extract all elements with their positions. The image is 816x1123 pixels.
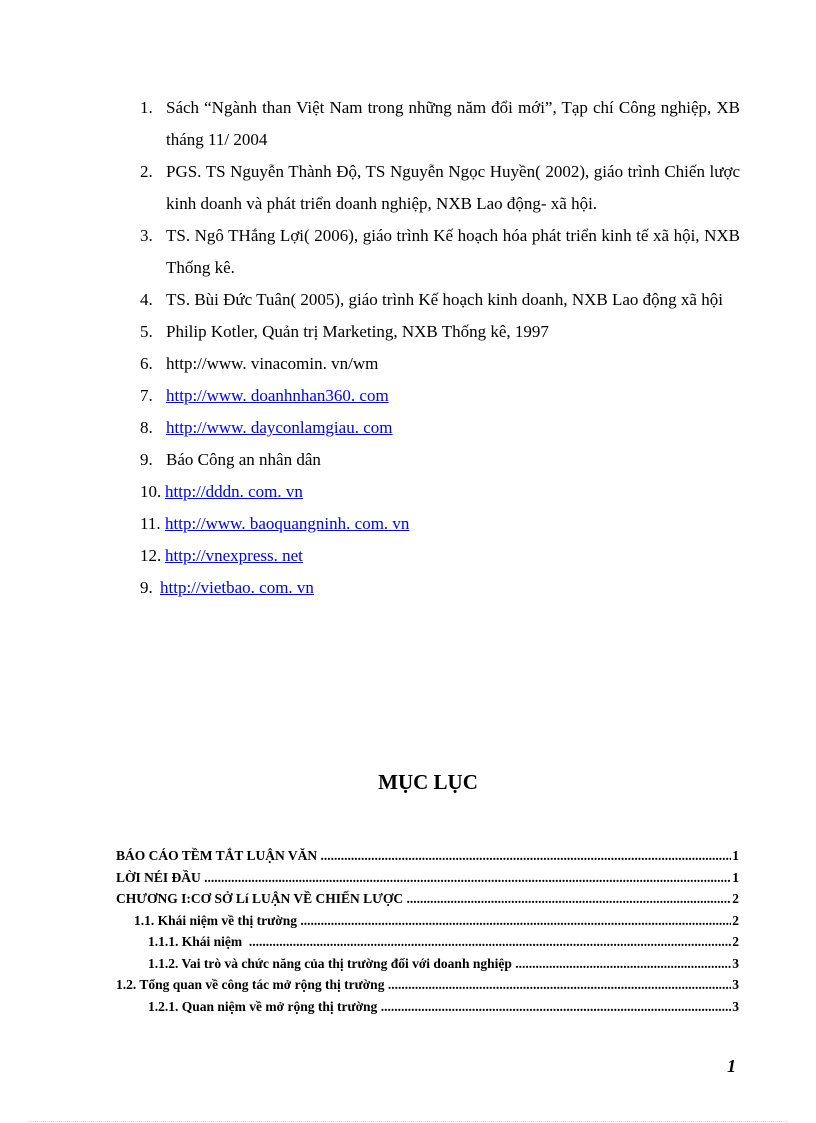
reference-item <box>140 348 740 380</box>
reference-item <box>140 316 740 348</box>
reference-number: 12. <box>140 546 162 565</box>
reference-number: 6. <box>140 354 153 373</box>
reference-item <box>140 92 740 156</box>
reference-number: 2. <box>140 162 153 181</box>
reference-text: TS. Ngô THắng Lợi( 2006), giáo trình Kế hoạch hóa phát triển kinh tế xã hội, NXB Thống kê. <box>166 226 740 277</box>
reference-number: 1. <box>140 98 153 117</box>
toc-entry-page: 1 <box>732 848 739 863</box>
reference-link[interactable]: http://www. baoquangninh. com. vn <box>165 514 410 533</box>
reference-text: TS. Bùi Đức Tuân( 2005), giáo trình Kế hoạch kinh doanh, NXB Lao động xã hội <box>166 290 723 309</box>
toc-leader <box>407 888 732 910</box>
toc-entry[interactable] <box>116 845 739 867</box>
reference-text: Báo Công an nhân dân <box>166 450 321 469</box>
reference-number: 4. <box>140 290 153 309</box>
toc-leader <box>300 910 731 932</box>
reference-list <box>140 92 740 604</box>
page-number: 1 <box>727 1056 736 1076</box>
toc-entry-title: 1.1. Khái niệm về thị trường <box>134 912 301 928</box>
toc-entry-title: 1.2. Tổng quan về công tác mở rộng thị trường <box>116 977 388 992</box>
reference-number: 7. <box>140 386 153 405</box>
toc-leader <box>515 953 731 975</box>
toc-entry-title: 1.1.2. Vai trò và chức năng của thị trường đối với doanh nghiệp <box>148 955 516 971</box>
toc-leader <box>388 974 731 996</box>
toc-entry-page: 2 <box>732 912 739 928</box>
toc-leader <box>204 867 731 889</box>
toc-title: MỤC LỤC <box>378 770 478 794</box>
toc-entry-title: 1.1.1. Khái niệm <box>148 934 249 949</box>
toc-entry[interactable] <box>116 888 739 910</box>
reference-number: 11. <box>140 514 161 533</box>
toc-entry[interactable] <box>116 953 739 975</box>
toc-entry-title: CHƯƠNG I:CƠ SỞ Lí LUẬN VỀ CHIẾN LƯỢC <box>116 891 407 906</box>
toc-entry-page: 3 <box>732 977 739 992</box>
reference-item <box>140 508 740 540</box>
reference-link[interactable]: http://dddn. com. vn <box>165 482 303 501</box>
toc-entry-page: 3 <box>732 998 739 1014</box>
reference-text: Sách “Ngành than Việt Nam trong những năm đổi mới”, Tạp chí Công nghiệp, XB tháng 11/ 2004 <box>166 98 740 149</box>
toc-entry-page: 1 <box>732 869 739 885</box>
reference-text: Philip Kotler, Quản trị Marketing, NXB Thống kê, 1997 <box>166 322 549 341</box>
reference-item <box>140 156 740 220</box>
reference-item <box>140 380 740 412</box>
reference-item <box>140 412 740 444</box>
toc-entry-page: 3 <box>732 955 739 971</box>
reference-item <box>140 220 740 284</box>
reference-number: 9. <box>140 450 153 469</box>
reference-number: 3. <box>140 226 153 245</box>
reference-number: 8. <box>140 418 153 437</box>
reference-text: http://www. vinacomin. vn/wm <box>166 354 379 373</box>
reference-number: 10. <box>140 482 162 501</box>
toc-leader <box>249 931 731 953</box>
toc-leader <box>321 845 732 867</box>
reference-item <box>140 540 740 572</box>
table-of-contents <box>116 845 739 1017</box>
reference-item <box>140 572 740 604</box>
toc-entry-title: LỜI NÉI ĐẦU <box>116 869 205 885</box>
toc-entry-title: BÁO CÁO TỀM TẮT LUẬN VĂN <box>116 848 321 863</box>
toc-entry[interactable] <box>116 996 739 1018</box>
reference-number: 9. <box>140 578 153 597</box>
toc-entry[interactable] <box>116 931 739 953</box>
toc-leader <box>381 996 732 1018</box>
toc-entry-page: 2 <box>732 891 739 906</box>
reference-link[interactable]: http://vietbao. com. vn <box>160 578 314 597</box>
reference-item <box>140 444 740 476</box>
toc-entry-title: 1.2.1. Quan niệm về mở rộng thị trường <box>148 998 381 1014</box>
reference-link[interactable]: http://www. doanhnhan360. com <box>166 386 389 405</box>
toc-entry-page: 2 <box>732 934 739 949</box>
toc-entry[interactable] <box>116 910 739 932</box>
reference-text: PGS. TS Nguyễn Thành Độ, TS Nguyễn Ngọc Huyền( 2002), giáo trình Chiến lược kinh doanh và phát triển doanh nghiệp, NXB Lao động- xã hội. <box>166 162 740 213</box>
reference-item <box>140 284 740 316</box>
page-bottom-divider <box>28 1121 788 1122</box>
toc-entry[interactable] <box>116 974 739 996</box>
reference-number: 5. <box>140 322 153 341</box>
reference-link[interactable]: http://www. dayconlamgiau. com <box>166 418 393 437</box>
toc-entry[interactable] <box>116 867 739 889</box>
reference-link[interactable]: http://vnexpress. net <box>165 546 303 565</box>
reference-item <box>140 476 740 508</box>
